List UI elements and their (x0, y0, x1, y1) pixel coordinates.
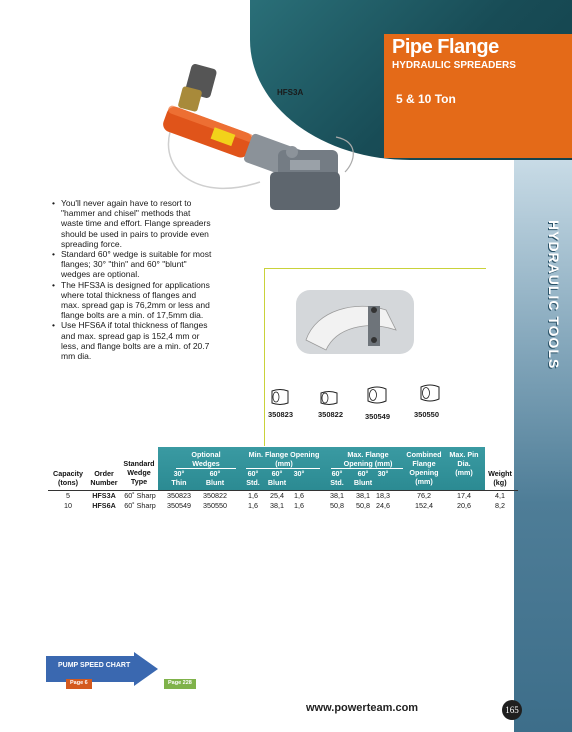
wedge-part-number: 350823 (268, 410, 294, 419)
header-min-flange: Min. Flange Opening (mm) (248, 450, 320, 468)
cell-max-30: 24,6 (376, 501, 390, 510)
cell-min-30: 1,6 (294, 501, 304, 510)
cell-weight: 8,2 (495, 501, 505, 510)
cell-min-std: 1,6 (248, 491, 258, 500)
table-rule (48, 490, 518, 491)
cell-thin: 350823 (167, 491, 191, 500)
page-link-tag[interactable]: Page 228 (164, 679, 196, 689)
cell-max-blunt: 50,8 (356, 501, 370, 510)
cell-wedge: 60˚ Sharp (124, 501, 156, 510)
cell-max-std: 50,8 (330, 501, 344, 510)
cell-capacity: 5 (66, 491, 70, 500)
website-url[interactable]: www.powerteam.com (306, 702, 419, 714)
cell-combined: 152,4 (415, 501, 433, 510)
side-section-label: HYDRAULIC TOOLS (546, 220, 562, 370)
page-link-tag[interactable]: Page 6 (66, 679, 92, 689)
col-capacity: Capacity (tons) (53, 469, 83, 487)
header-combined-opening: Combined Flange Opening (mm) (406, 450, 442, 486)
cell-min-blunt: 25,4 (270, 491, 284, 500)
wedge-part-number: 350549 (365, 412, 391, 421)
cell-pin: 17,4 (457, 491, 471, 500)
cell-order: HFS6A (92, 501, 116, 510)
col-blunt: 60° Blunt (205, 469, 225, 487)
col-min-std: 60° Std. (246, 469, 260, 487)
photo-model-label: HFS3A (277, 88, 304, 97)
cell-wedge: 60˚ Sharp (124, 491, 156, 500)
col-min-30: 30° (293, 469, 305, 478)
specification-table (48, 447, 518, 517)
cell-pin: 20,6 (457, 501, 471, 510)
wedge-blunt-icon (319, 389, 339, 407)
wedge-thin-icon (366, 385, 388, 405)
cell-weight: 4,1 (495, 491, 505, 500)
col-max-blunt: 60° Blunt (353, 469, 373, 487)
tonnage-label: 5 & 10 Ton (396, 92, 456, 106)
header-max-flange: Max. Flange Opening (mm) (343, 450, 393, 468)
col-order-number: Order Number (90, 469, 118, 487)
cell-min-std: 1,6 (248, 501, 258, 510)
col-weight: Weight (kg) (488, 469, 512, 487)
header-optional-wedges: Optional Wedges (191, 450, 221, 468)
feature-item: • Use HFS6A if total thickness of flanges and max. spread gap is 152,4 mm or less, and flange bolts are a min. of 20.7 mm dia. (52, 320, 212, 361)
page-subtitle: HYDRAULIC SPREADERS (392, 60, 516, 71)
col-max-30: 30° (377, 469, 389, 478)
pump-chart-label[interactable]: PUMP SPEED CHART (58, 662, 131, 669)
wedge-part-number: 350822 (318, 410, 344, 419)
cell-combined: 76,2 (417, 491, 431, 500)
cell-min-blunt: 38,1 (270, 501, 284, 510)
col-thin: 30° Thin (171, 469, 187, 487)
feature-item: • You'll never again have to resort to "hammer and chisel" methods that waste time and effort. Flange spreaders should be used in pairs to provide even spreading force. (52, 198, 212, 249)
header-max-pin: Max. Pin Dia. (mm) (449, 450, 479, 477)
feature-item: • Standard 60° wedge is suitable for most flanges; 30° "thin" and 60° "blunt" wedges are optional. (52, 249, 212, 280)
cell-order: HFS3A (92, 491, 116, 500)
cell-blunt: 350822 (203, 491, 227, 500)
cell-max-std: 38,1 (330, 491, 344, 500)
cell-min-30: 1,6 (294, 491, 304, 500)
title-panel (384, 34, 572, 158)
col-min-blunt: 60° Blunt (267, 469, 287, 487)
feature-list (52, 198, 212, 361)
col-standard-wedge: Standard Wedge Type (123, 459, 155, 486)
cell-capacity: 10 (64, 501, 72, 510)
wedge-thin-icon (270, 388, 290, 406)
cell-max-30: 18,3 (376, 491, 390, 500)
wedge-application-photo (296, 290, 414, 354)
cell-blunt: 350550 (203, 501, 227, 510)
page-number: 165 (502, 700, 522, 720)
cell-max-blunt: 38,1 (356, 491, 370, 500)
cell-thin: 350549 (167, 501, 191, 510)
col-max-std: 60° Std. (330, 469, 344, 487)
feature-item: • The HFS3A is designed for applications where total thickness of flanges and max. spread gap is 76,2mm or less and flange bolts are a min. of 17,5mm dia. (52, 280, 212, 321)
pump-chart-arrow[interactable] (46, 652, 158, 686)
wedge-blunt-icon (419, 383, 441, 403)
wedge-part-number: 350550 (414, 410, 440, 419)
page-title: Pipe Flange (392, 36, 499, 58)
